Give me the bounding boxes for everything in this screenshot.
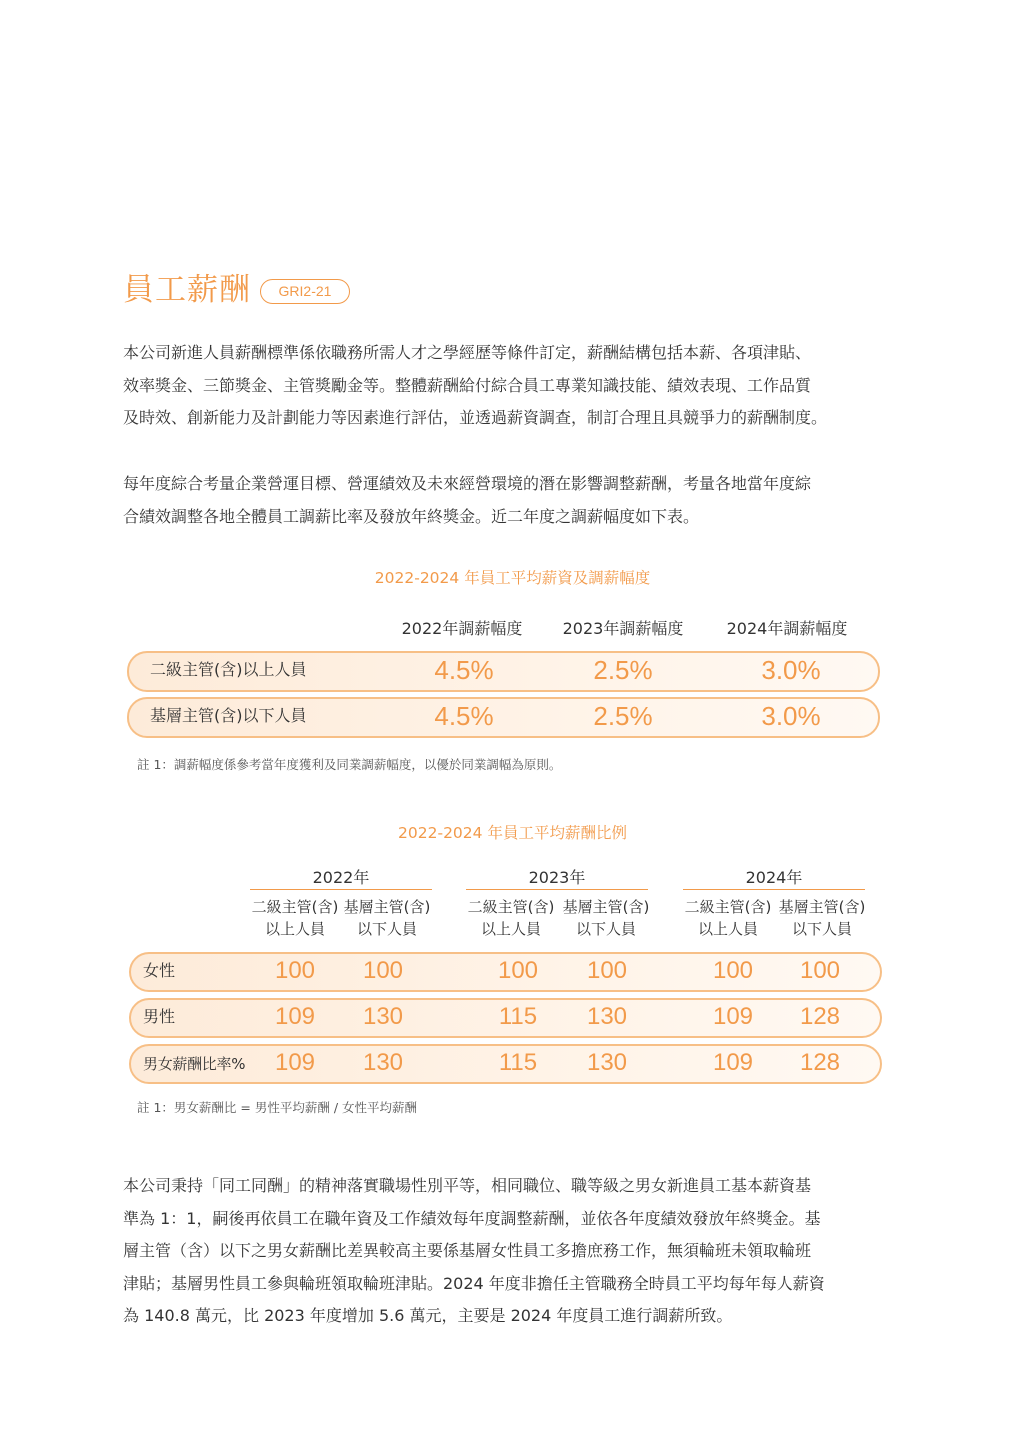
- text-line: 津貼；基層男性員工參與輪班領取輪班津貼。2024 年度非擔任主管職務全時員工平均每年每人薪資: [123, 1273, 825, 1293]
- year-underline: [250, 889, 432, 890]
- table2-cell: 130: [586, 1003, 628, 1030]
- table2-cell: 100: [799, 957, 841, 984]
- year-underline: [683, 889, 865, 890]
- text-line: 層主管（含）以下之男女薪酬比差異較高主要係基層女性員工多擔庶務工作，無須輪班未領取輪班: [123, 1241, 812, 1260]
- text-line: 每年度綜合考量企業營運目標、營運績效及未來經營環境的潛在影響調整薪酬，考量各地當年度綜: [123, 474, 812, 493]
- table1-cell: 2.5%: [593, 655, 653, 685]
- table2-cell: 115: [498, 1049, 538, 1076]
- table2-cell: 128: [799, 1049, 841, 1076]
- table1-cell: 3.0%: [761, 655, 821, 685]
- table2-caption: 2022-2024 年員工平均薪酬比例: [398, 824, 627, 842]
- table2-cell: 100: [712, 957, 754, 984]
- table1-note: 註 1：調薪幅度係參考當年度獲利及同業調薪幅度，以優於同業調幅為原則。: [137, 757, 562, 772]
- subheader-line: 以上人員: [697, 920, 758, 938]
- intro-paragraph-1: [123, 337, 883, 435]
- gri-tag: GRI2-21: [260, 279, 350, 304]
- table2-cell: 130: [586, 1049, 628, 1076]
- subheader-line: 二級主管(含): [684, 898, 772, 916]
- text-line: 效率獎金、三節獎金、主管獎勵金等。整體薪酬給付綜合員工專業知識技能、績效表現、工作品質: [123, 375, 812, 395]
- subheader-line: 以下人員: [575, 920, 636, 938]
- table2-cell: 109: [274, 1049, 316, 1076]
- table1-row-label: 基層主管(含)以下人員: [150, 706, 307, 725]
- subheader-line: 以下人員: [356, 920, 417, 938]
- table2-year: 2022年: [312, 868, 370, 887]
- table2-cell: 109: [274, 1003, 316, 1030]
- text-line: 合績效調整各地全體員工調薪比率及發放年終獎金。近二年度之調薪幅度如下表。: [123, 506, 700, 526]
- table1-header: 2024年調薪幅度: [726, 619, 848, 638]
- table1-row-label: 二級主管(含)以上人員: [150, 660, 307, 679]
- table2-cell: 128: [799, 1003, 841, 1030]
- table2-year: 2024年: [745, 868, 803, 887]
- table1-header: 2023年調薪幅度: [562, 619, 684, 638]
- subheader-line: 基層主管(含): [343, 898, 431, 916]
- closing-paragraph: [123, 1170, 883, 1333]
- table2-cell: 115: [498, 1003, 538, 1030]
- intro-paragraph-2: [123, 468, 883, 533]
- section-title: 員工薪酬: [123, 272, 251, 308]
- table2-cell: 130: [362, 1003, 404, 1030]
- table2-subheader: [462, 896, 560, 940]
- year-underline: [466, 889, 648, 890]
- table2-cell: 109: [712, 1049, 754, 1076]
- table1-caption: 2022-2024 年員工平均薪資及調薪幅度: [374, 569, 651, 587]
- text-line: 本公司新進人員薪酬標準係依職務所需人才之學經歷等條件訂定，薪酬結構包括本薪、各項津貼、: [123, 343, 812, 362]
- table1-cell: 3.0%: [761, 701, 821, 731]
- table2-cell: 130: [362, 1049, 404, 1076]
- table1-cell: 4.5%: [434, 701, 494, 731]
- table2-subheader: [773, 896, 871, 940]
- subheader-line: 以上人員: [480, 920, 541, 938]
- text-line: 準為 1：1，嗣後再依員工在職年資及工作績效每年度調整薪酬，並依各年度績效發放年終獎金。基: [123, 1208, 821, 1228]
- table2-row-label: 男女薪酬比率%: [143, 1055, 246, 1073]
- subheader-line: 基層主管(含): [778, 898, 866, 916]
- table2-cell: 100: [274, 957, 316, 984]
- table2-cell: 100: [362, 957, 404, 984]
- table2-subheader: [679, 896, 777, 940]
- subheader-line: 二級主管(含): [467, 898, 555, 916]
- table2-row-label: 男性: [143, 1007, 176, 1026]
- table2-row-label: 女性: [143, 961, 176, 980]
- subheader-line: 以上人員: [264, 920, 325, 938]
- table2-note: 註 1：男女薪酬比 = 男性平均薪酬 / 女性平均薪酬: [137, 1100, 418, 1115]
- table2-subheader: [338, 896, 436, 940]
- subheader-line: 二級主管(含): [251, 898, 339, 916]
- table2-subheader: [557, 896, 655, 940]
- text-line: 為 140.8 萬元，比 2023 年度增加 5.6 萬元，主要是 2024 年度員工進行調薪所致。: [123, 1306, 733, 1325]
- table2-year: 2023年: [528, 868, 586, 887]
- text-line: 本公司秉持「同工同酬」的精神落實職場性別平等，相同職位、職等級之男女新進員工基本薪資基: [123, 1176, 812, 1195]
- table2-cell: 109: [712, 1003, 754, 1030]
- subheader-line: 以下人員: [791, 920, 852, 938]
- text-line: 及時效、創新能力及計劃能力等因素進行評估，並透過薪資調查，制訂合理且具競爭力的薪酬制度。: [123, 408, 828, 427]
- table2-cell: 100: [497, 957, 539, 984]
- table1-cell: 4.5%: [434, 655, 494, 685]
- table2-subheader: [246, 896, 344, 940]
- table1-header: 2022年調薪幅度: [401, 619, 523, 638]
- subheader-line: 基層主管(含): [562, 898, 650, 916]
- table1-cell: 2.5%: [593, 701, 653, 731]
- table2-cell: 100: [586, 957, 628, 984]
